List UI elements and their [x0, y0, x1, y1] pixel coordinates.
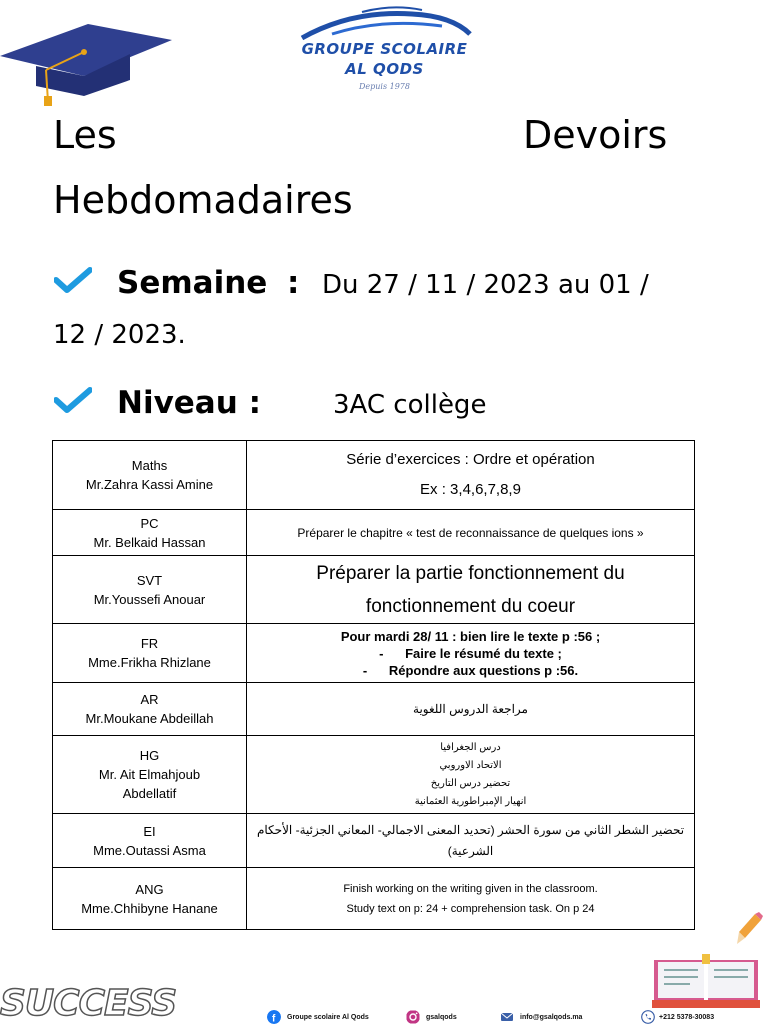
logo-line-2: AL QODS — [345, 60, 424, 78]
facebook-handle: Groupe scolaire Al Qods — [287, 1013, 369, 1021]
task-cell — [247, 624, 695, 683]
checkmark-icon — [54, 266, 92, 294]
subject-cell — [53, 683, 247, 736]
success-wordmark: SUCCESS — [0, 983, 177, 1024]
table-row — [53, 510, 695, 556]
task-cell — [247, 510, 695, 556]
semaine-label: Semaine — [117, 265, 268, 301]
subject-cell — [53, 441, 247, 510]
task-cell — [247, 683, 695, 736]
teacher-name: Abdellatif — [122, 786, 177, 801]
task-cell — [247, 868, 695, 930]
semaine-dates-line-2: 12 / 2023. — [53, 320, 186, 350]
checkmark-icon — [54, 386, 92, 414]
task-line: fonctionnement du coeur — [365, 595, 576, 617]
phone-icon — [641, 1010, 655, 1024]
subject-name: PC — [140, 515, 159, 531]
task-line: مراجعة الدروس اللغوية — [413, 702, 528, 716]
title-word-devoirs: Devoirs — [523, 113, 668, 157]
task-line: انهيار الإمبراطورية العثمانية — [414, 795, 527, 807]
pencil-icon — [735, 912, 763, 946]
logo-tagline: Depuis 1978 — [359, 82, 410, 91]
table-row — [53, 624, 695, 683]
homework-table — [52, 440, 695, 930]
subject-cell — [53, 556, 247, 624]
teacher-name: Mr. Ait Elmahjoub — [98, 767, 201, 782]
task-line: الشرعية) — [447, 843, 494, 858]
title-word-les: Les — [53, 113, 117, 157]
subject-name: Maths — [131, 458, 168, 473]
phone-number: +212 5378-30083 — [659, 1013, 715, 1021]
task-line: تحضير الشطر الثاني من سورة الحشر (تحديد المعنى الاجمالي- المعاني الجزئية- الأحكام — [256, 822, 685, 837]
email-icon — [500, 1010, 514, 1024]
task-line: Ex : 3,4,6,7,8,9 — [420, 481, 521, 498]
teacher-name: Mme.Outassi Asma — [93, 842, 206, 858]
table-row — [53, 556, 695, 624]
table-row — [53, 683, 695, 736]
footer-phone — [641, 1010, 714, 1024]
task-cell — [247, 736, 695, 814]
teacher-name: Mme.Frikha Rhizlane — [88, 655, 211, 670]
task-line: الاتحاد الاوروبي — [439, 759, 502, 771]
task-line: Pour mardi 28/ 11 : bien lire le texte p :56 ; — [340, 628, 601, 644]
footer-instagram — [406, 1010, 457, 1024]
task-line: Finish working on the writing given in the classroom. — [343, 882, 598, 895]
task-line: - Répondre aux questions p :56. — [362, 662, 579, 678]
task-line: - Faire le résumé du texte ; — [379, 645, 562, 661]
logo-car-icon — [292, 4, 477, 44]
subject-name: EI — [143, 823, 156, 839]
subject-name: FR — [140, 636, 159, 651]
task-line: Série d’exercices : Ordre et opération — [346, 451, 595, 468]
open-book-icon — [650, 950, 762, 1012]
facebook-icon — [267, 1010, 281, 1024]
subject-name: HG — [139, 748, 160, 763]
task-line: تحضير درس التاريخ — [430, 777, 511, 789]
subject-name: SVT — [136, 572, 163, 588]
table-row — [53, 868, 695, 930]
teacher-name: Mr.Moukane Abdeillah — [85, 711, 214, 726]
subject-cell — [53, 736, 247, 814]
teacher-name: Mr.Zahra Kassi Amine — [85, 477, 214, 492]
title-word-hebdomadaires: Hebdomadaires — [53, 178, 353, 222]
teacher-name: Mr.Youssefi Anouar — [93, 591, 206, 607]
table-row — [53, 814, 695, 868]
table-row — [53, 441, 695, 510]
task-cell — [247, 814, 695, 868]
svg-text:f: f — [272, 1013, 276, 1024]
subject-cell — [53, 868, 247, 930]
semaine-colon: : — [287, 265, 300, 301]
subject-name: AR — [140, 692, 159, 707]
task-line: Préparer la partie fonctionnement du — [316, 562, 625, 584]
graduation-cap-icon — [0, 14, 175, 106]
task-line: Study text on p: 24 + comprehension task. On p 24 — [346, 902, 595, 915]
task-line: درس الجغرافيا — [440, 741, 501, 753]
instagram-icon — [406, 1010, 420, 1024]
teacher-name: Mme.Chhibyne Hanane — [81, 900, 218, 916]
subject-cell — [53, 814, 247, 868]
task-line: Préparer le chapitre « test de reconnaissance de quelques ions » — [297, 525, 644, 540]
footer-email — [500, 1010, 582, 1024]
task-cell — [247, 441, 695, 510]
semaine-dates-line-1: Du 27 / 11 / 2023 au 01 / — [322, 270, 649, 300]
subject-name: ANG — [135, 881, 164, 897]
task-cell — [247, 556, 695, 624]
school-logo — [292, 4, 477, 96]
subject-cell — [53, 510, 247, 556]
niveau-value: 3AC collège — [333, 390, 487, 420]
logo-line-1: GROUPE SCOLAIRE — [301, 40, 468, 58]
footer-facebook — [267, 1010, 369, 1024]
niveau-label: Niveau : — [117, 385, 261, 421]
table-row — [53, 736, 695, 814]
subject-cell — [53, 624, 247, 683]
email-address: info@gsalqods.ma — [520, 1013, 583, 1021]
instagram-handle: gsalqods — [426, 1013, 457, 1021]
teacher-name: Mr. Belkaid Hassan — [93, 534, 206, 550]
